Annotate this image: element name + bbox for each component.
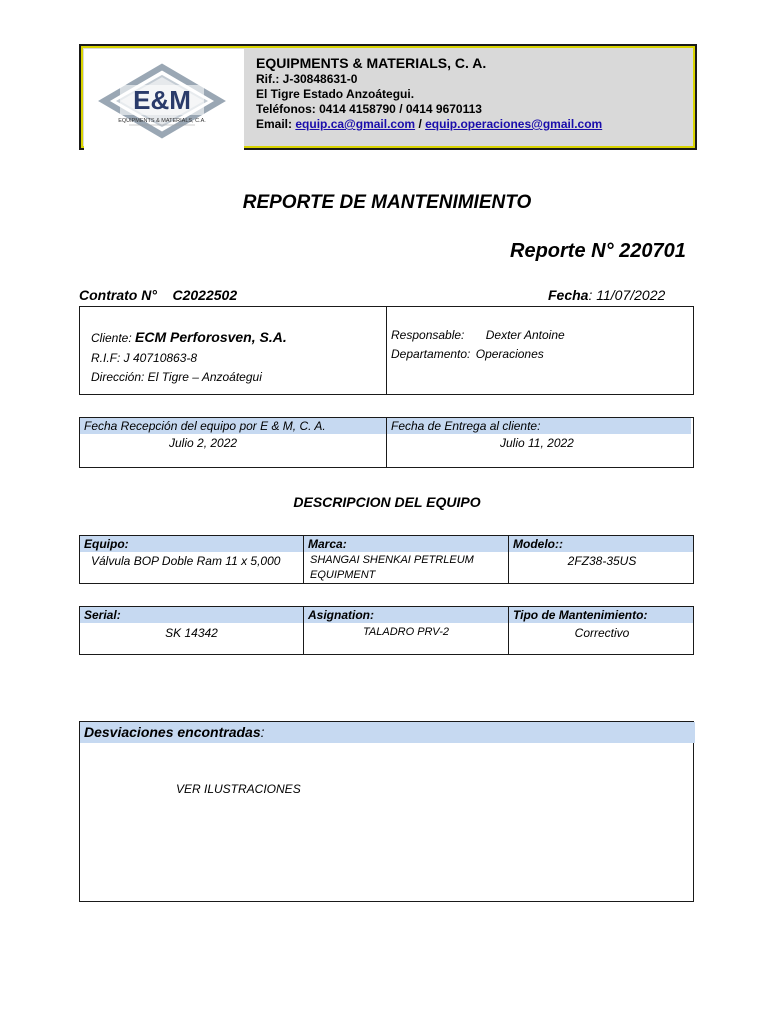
equipment-section-title: DESCRIPCION DEL EQUIPO <box>293 494 481 510</box>
report-title: REPORTE DE MANTENIMIENTO <box>242 192 532 213</box>
contract-label: Contrato N° <box>79 287 157 303</box>
company-name: EQUIPMENTS & MATERIALS, C. A. <box>256 55 487 71</box>
serial-label: Serial: <box>80 607 303 623</box>
deviations-colon: : <box>260 724 265 740</box>
delivery-value: Julio 11, 2022 <box>500 436 574 450</box>
email-link-2[interactable]: equip.operaciones@gmail.com <box>425 117 603 131</box>
deviations-header <box>80 722 695 743</box>
modelo-label: Modelo:: <box>509 536 693 552</box>
client-line <box>91 329 287 345</box>
marca-value <box>310 553 474 583</box>
tipo-value: Correctivo <box>574 626 630 640</box>
contract-value: C2022502 <box>172 287 238 303</box>
asignation-value: TALADRO PRV-2 <box>363 626 449 638</box>
reception-label: Fecha Recepción del equipo por E & M, C. A. <box>80 418 386 434</box>
company-address: El Tigre Estado Anzoátegui. <box>256 87 415 101</box>
client-address: Dirección: El Tigre – Anzoátegui <box>91 370 262 384</box>
department-label: Departamento: <box>391 347 471 361</box>
department-value: Operaciones <box>475 347 544 361</box>
delivery-label: Fecha de Entrega al cliente: <box>387 418 691 434</box>
company-logo <box>84 49 244 151</box>
svg-text:E&M: E&M <box>133 85 191 115</box>
email-link-1[interactable]: equip.ca@gmail.com <box>295 117 416 131</box>
company-rif: Rif.: J-30848631-0 <box>256 72 358 86</box>
responsible-line <box>391 328 565 342</box>
department-line <box>391 347 544 361</box>
date-label: Fecha <box>548 287 589 303</box>
company-header <box>79 44 697 150</box>
svg-text:EQUIPMENTS & MATERIALS, C.A.: EQUIPMENTS & MATERIALS, C.A. <box>118 118 206 124</box>
equipment-table-2 <box>79 606 694 655</box>
marca-value-line-2: EQUIPMENT <box>310 569 376 581</box>
equipo-value: Válvula BOP Doble Ram 11 x 5,000 <box>91 554 281 568</box>
client-label: Cliente: <box>91 331 132 345</box>
deviations-content: VER ILUSTRACIONES <box>176 782 301 796</box>
contract-line <box>79 287 237 303</box>
marca-label: Marca: <box>304 536 508 552</box>
email-separator: / <box>418 117 422 131</box>
logo-graphic <box>84 49 244 151</box>
serial-value: SK 14342 <box>165 626 218 640</box>
company-email-line <box>256 117 602 132</box>
dates-box <box>79 417 694 468</box>
date-value: : 11/07/2022 <box>588 287 666 303</box>
reception-value: Julio 2, 2022 <box>169 436 238 450</box>
deviations-label: Desviaciones encontradas <box>84 724 261 740</box>
client-rif: R.I.F: J 40710863-8 <box>91 351 198 365</box>
equipment-table-1 <box>79 535 694 584</box>
company-phones: Teléfonos: 0414 4158790 / 0414 9670113 <box>256 102 482 116</box>
modelo-value: 2FZ38-35US <box>567 554 637 568</box>
date-line <box>548 287 665 303</box>
marca-value-line-1: SHANGAI SHENKAI PETRLEUM <box>310 554 474 566</box>
report-number: Reporte N° 220701 <box>510 240 686 262</box>
equipo-label: Equipo: <box>80 536 303 552</box>
responsible-value: Dexter Antoine <box>485 328 565 342</box>
client-box <box>79 306 694 395</box>
asignation-label: Asignation: <box>304 607 508 623</box>
deviations-box <box>79 721 694 902</box>
email-label: Email: <box>256 117 293 131</box>
tipo-label: Tipo de Mantenimiento: <box>509 607 693 623</box>
client-name: ECM Perforosven, S.A. <box>135 329 287 345</box>
responsible-label: Responsable: <box>391 328 465 342</box>
